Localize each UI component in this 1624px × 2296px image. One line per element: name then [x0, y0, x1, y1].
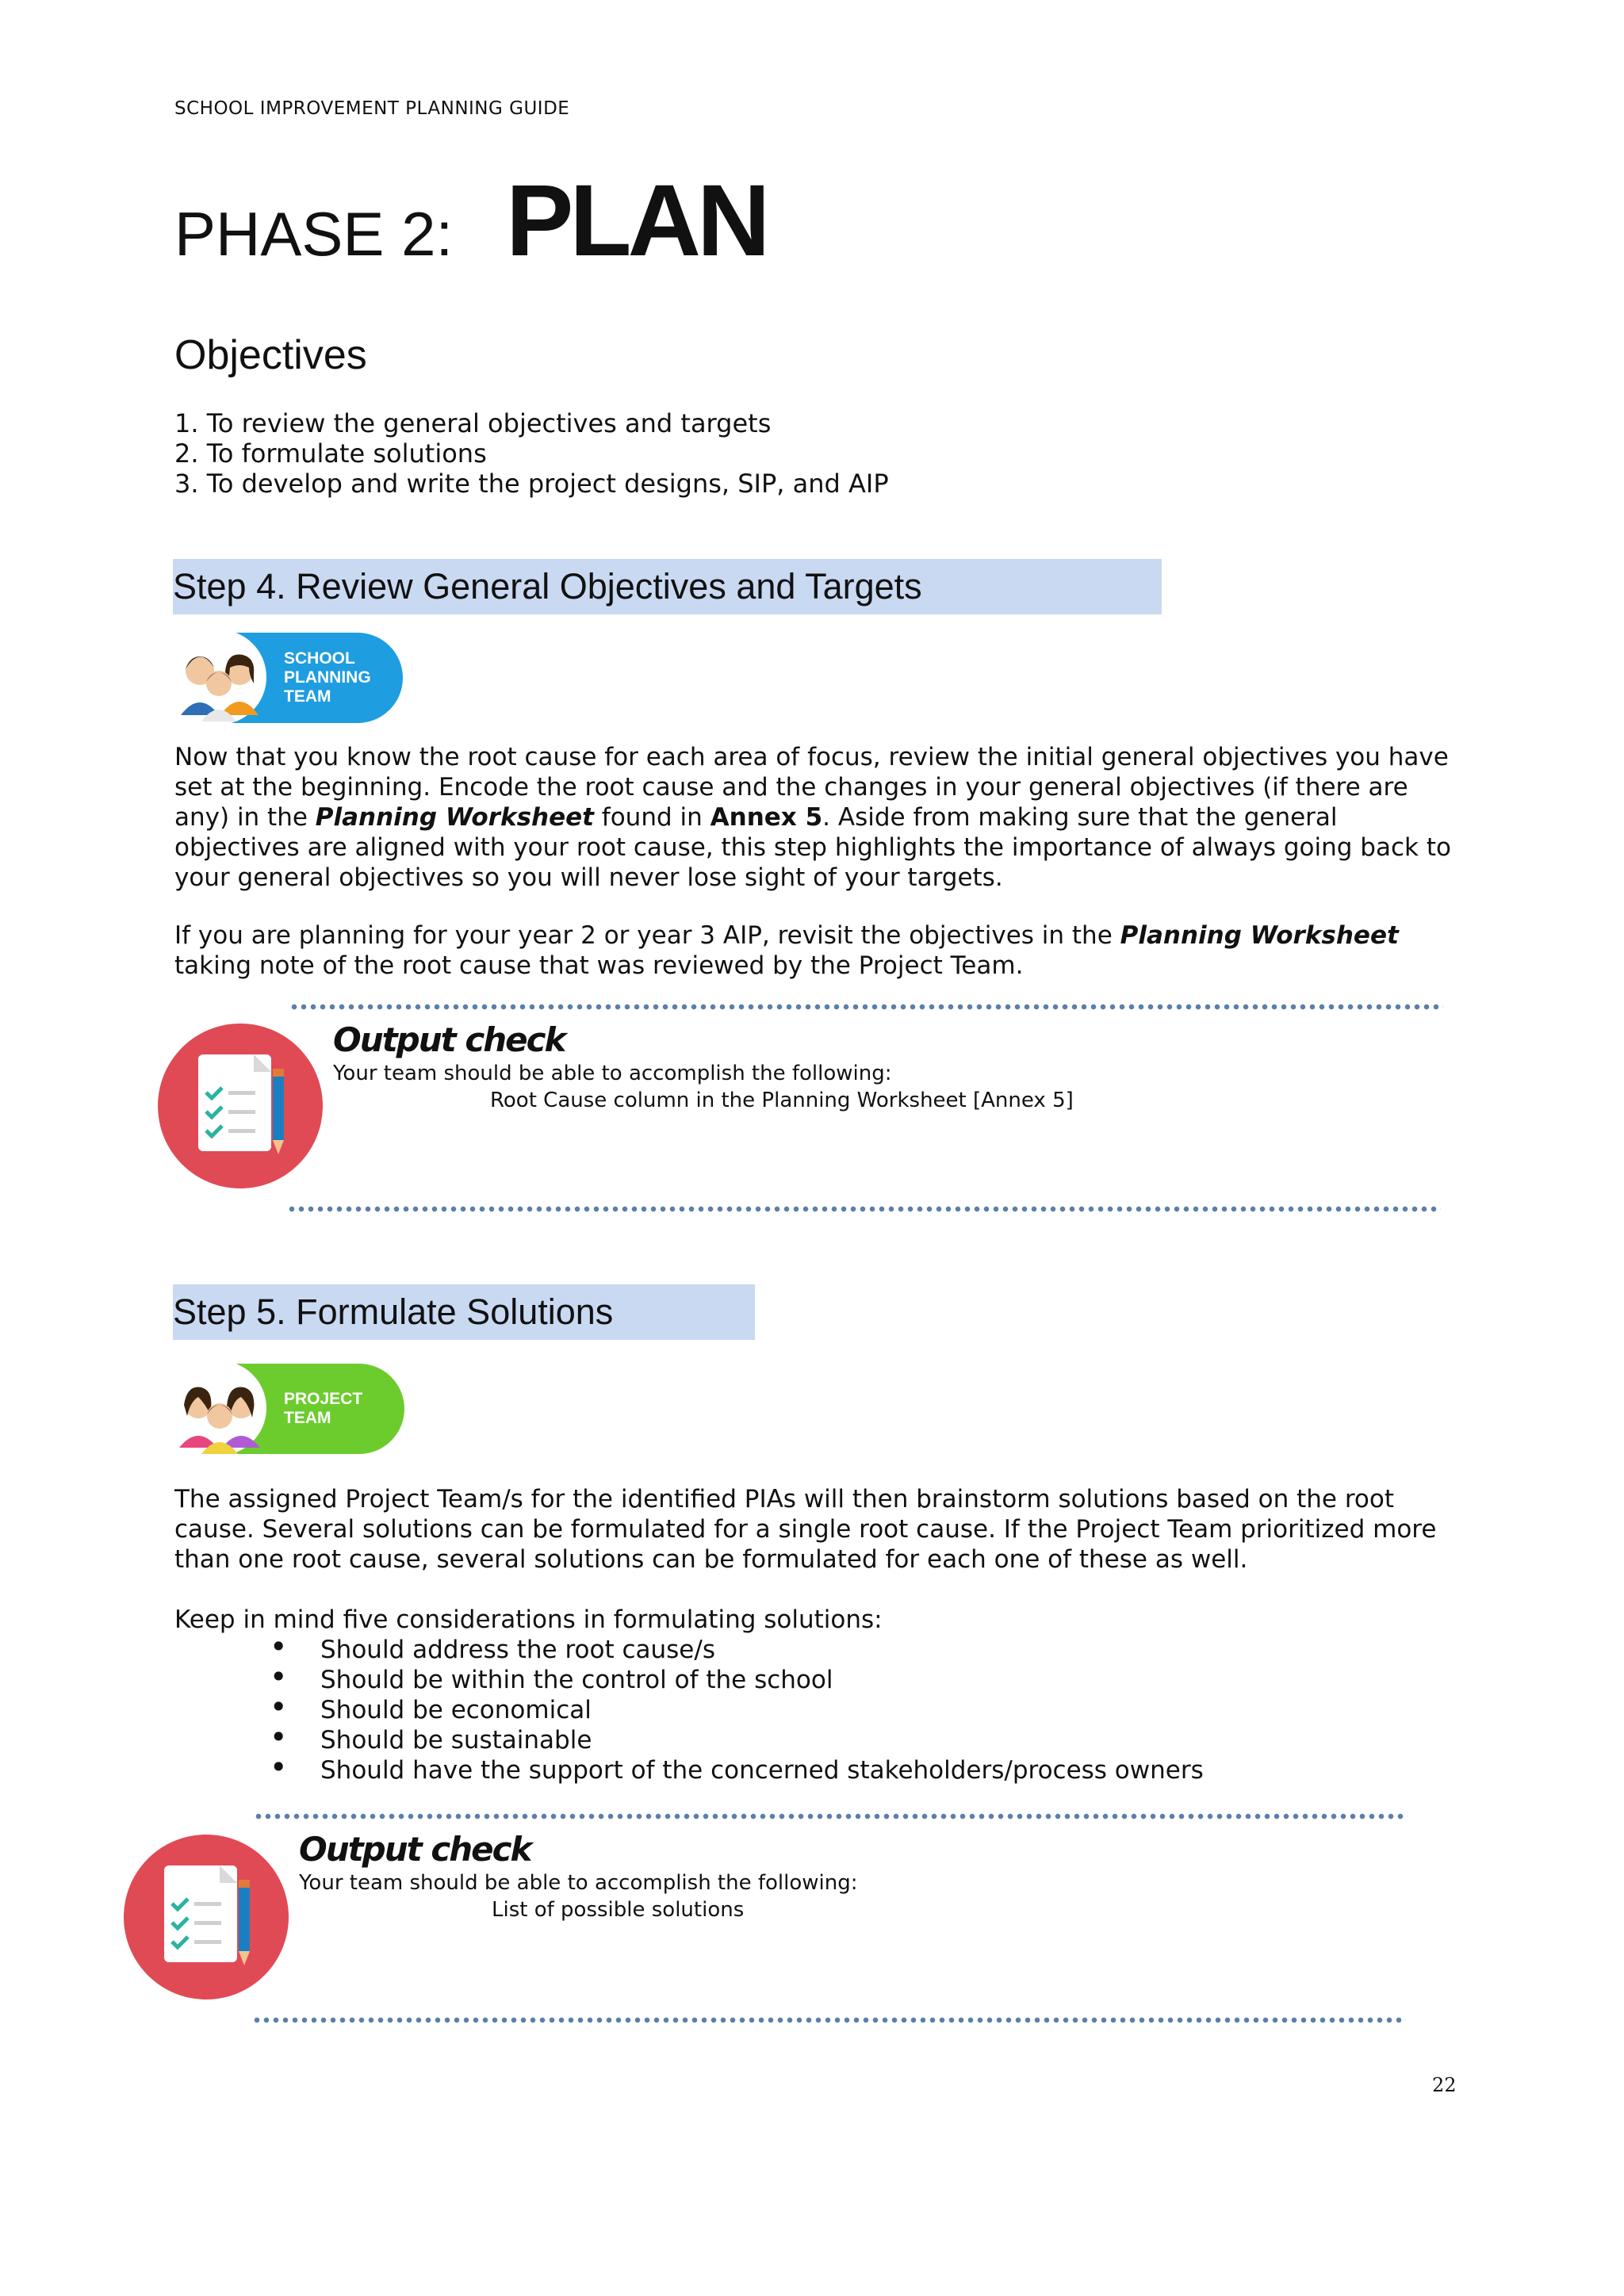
- list-item: • Should be sustainable: [270, 1725, 1204, 1755]
- output-check-subtitle: Your team should be able to accomplish the following:: [299, 1871, 858, 1895]
- badge-label: SCHOOL PLANNING TEAM: [284, 649, 371, 706]
- objective-item: 1. To review the general objectives and targets: [174, 408, 772, 438]
- page-number: 22: [1432, 2074, 1457, 2096]
- list-item: • Should be economical: [270, 1695, 1204, 1725]
- step5-heading-bar: [173, 1284, 755, 1340]
- planning-worksheet-ref: Planning Worksheet: [315, 803, 594, 832]
- output-check-title: Output check: [299, 1830, 531, 1869]
- phase-label: PHASE 2:: [174, 199, 454, 269]
- dotted-rule-top: [254, 1812, 1408, 1820]
- list-item: • Should address the root cause/s: [270, 1635, 1204, 1665]
- step4-heading: Step 4. Review General Objectives and Targets: [173, 566, 922, 607]
- badge-label: PROJECT TEAM: [284, 1390, 363, 1427]
- dotted-rule-bottom: [287, 1205, 1441, 1213]
- output-check-title: Output check: [333, 1020, 565, 1059]
- dotted-rule-bottom: [252, 2016, 1406, 2024]
- objective-item: 3. To develop and write the project designs, SIP, and AIP: [174, 469, 889, 499]
- checklist-icon: [123, 1834, 289, 2000]
- step4-paragraph-1: Now that you know the root cause for each area of focus, review the initial general objectives you have set at the beginning. Encode the root cause and the changes in your general objectives (if there are any) in the Planning Worksheet found in Annex 5. Aside from making sure that the general objectives are aligned with your root cause, this step highlights the importance of always going back to your general objectives so you will never lose sight of your targets.: [174, 743, 1451, 892]
- objectives-heading: Objectives: [174, 332, 367, 378]
- list-item: • Should be within the control of the school: [270, 1665, 1204, 1695]
- team-avatars-icon: [170, 628, 273, 726]
- checklist-icon: [157, 1023, 324, 1189]
- output-check-item: Root Cause column in the Planning Worksheet [Annex 5]: [490, 1089, 1074, 1112]
- planning-worksheet-ref: Planning Worksheet: [1120, 921, 1399, 950]
- step5-heading: Step 5. Formulate Solutions: [173, 1292, 614, 1332]
- running-header: SCHOOL IMPROVEMENT PLANNING GUIDE: [174, 98, 570, 119]
- step4-heading-bar: [173, 559, 1162, 614]
- considerations-list: [270, 1635, 1204, 1785]
- output-check-subtitle: Your team should be able to accomplish the following:: [333, 1062, 892, 1085]
- objective-item: 2. To formulate solutions: [174, 438, 487, 469]
- dotted-rule-top: [289, 1003, 1443, 1011]
- school-planning-team-badge: [173, 633, 403, 723]
- phase-name: PLAN: [506, 164, 767, 277]
- team-avatars-icon: [170, 1359, 273, 1457]
- list-item: • Should have the support of the concerned stakeholders/process owners: [270, 1755, 1204, 1785]
- project-team-badge: [173, 1364, 404, 1454]
- step5-paragraph-2: Keep in mind five considerations in formulating solutions:: [174, 1605, 883, 1634]
- output-check-item: List of possible solutions: [492, 1898, 745, 1922]
- objectives-list: [174, 408, 889, 499]
- step4-paragraph-2: If you are planning for your year 2 or year 3 AIP, revisit the objectives in the Planning Worksheet taking note of the root cause that was reviewed by the Project Team.: [174, 921, 1399, 980]
- annex-ref: Annex 5: [710, 803, 823, 832]
- step5-paragraph-1: The assigned Project Team/s for the identified PIAs will then brainstorm solutions based on the root cause. Several solutions can be formulated for a single root cause. If the Project Team prioritized more than one root cause, several solutions can be formulated for each one of these as well.: [174, 1485, 1437, 1574]
